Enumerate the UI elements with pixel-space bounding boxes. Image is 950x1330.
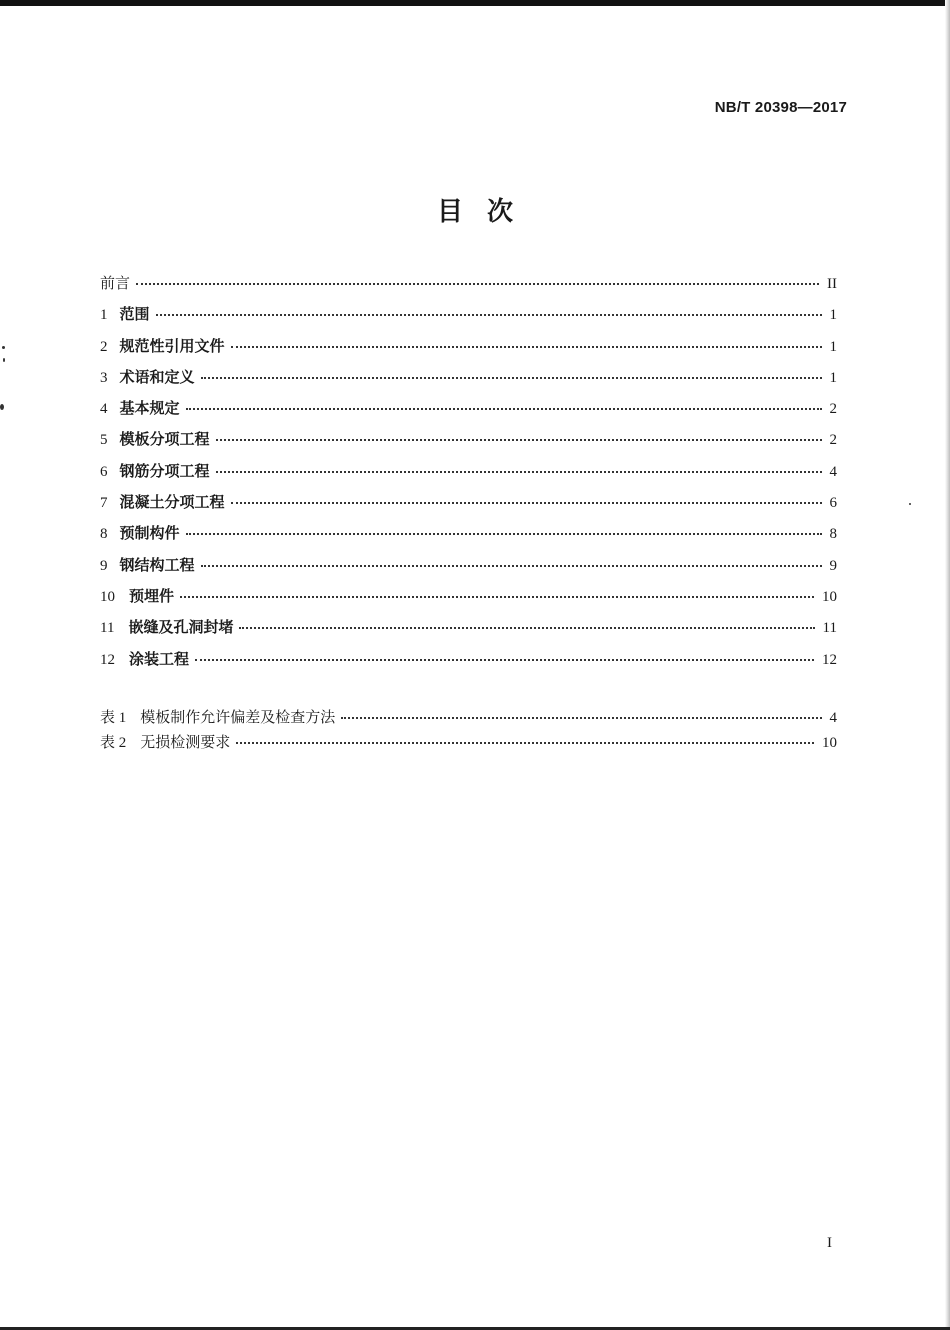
toc-leader-dots xyxy=(239,627,814,629)
toc-leader-dots xyxy=(186,408,822,410)
toc-entry-number: 11 xyxy=(100,620,115,637)
toc-entry-label: 模板分项工程 xyxy=(119,430,210,449)
toc-entry[interactable] xyxy=(100,460,837,491)
table-list-page: 10 xyxy=(822,735,837,751)
toc-entry[interactable] xyxy=(100,616,837,647)
toc-entry-label: 术语和定义 xyxy=(119,367,195,386)
toc-entry-number: 5 xyxy=(100,432,108,449)
toc-entry-label: 规范性引用文件 xyxy=(119,336,225,355)
toc-entry-label: 钢结构工程 xyxy=(119,555,195,574)
toc-entry[interactable] xyxy=(100,491,837,522)
toc-entry-page: II xyxy=(827,276,837,292)
toc-entry-page: 12 xyxy=(822,651,837,668)
toc-entry-label: 范围 xyxy=(119,305,150,324)
toc-entry[interactable] xyxy=(100,397,837,428)
toc-entry-page: 2 xyxy=(829,401,837,418)
toc-entry[interactable] xyxy=(100,585,837,616)
toc-entry-label: 嵌缝及孔洞封堵 xyxy=(128,618,234,637)
toc-leader-dots xyxy=(136,283,819,285)
table-list-number: 表 2 xyxy=(100,735,127,751)
toc-entry-label: 钢筋分项工程 xyxy=(119,461,210,480)
toc-leader-dots xyxy=(195,659,814,661)
toc-leader-dots xyxy=(201,377,822,379)
toc-entry[interactable] xyxy=(100,335,837,366)
toc-entry-label: 预埋件 xyxy=(129,586,175,605)
table-list-entry[interactable] xyxy=(100,731,837,756)
scan-speck xyxy=(2,346,5,349)
toc-leader-dots xyxy=(236,742,814,744)
toc-leader-dots xyxy=(231,502,822,504)
toc-leader-dots xyxy=(186,533,822,535)
toc-entry[interactable] xyxy=(100,522,837,553)
toc-entry-page: 10 xyxy=(822,588,837,605)
table-list-label: 无损检测要求 xyxy=(140,733,231,751)
toc-entry[interactable] xyxy=(100,648,837,679)
toc-entry-page: 2 xyxy=(829,432,837,449)
toc-entry[interactable] xyxy=(100,303,837,334)
toc-entry-number: 9 xyxy=(100,557,108,574)
toc-leader-dots xyxy=(201,565,822,567)
toc-entry-page: 1 xyxy=(829,338,837,355)
table-list-page: 4 xyxy=(829,710,837,726)
toc-leader-dots xyxy=(216,439,822,441)
toc-entry-number: 8 xyxy=(100,526,108,543)
toc-entry-number: 12 xyxy=(100,651,115,668)
toc-leader-dots xyxy=(216,471,822,473)
toc-leader-dots xyxy=(231,346,822,348)
table-list-entry[interactable] xyxy=(100,706,837,731)
toc-entry[interactable] xyxy=(100,272,837,303)
toc-entry-number: 1 xyxy=(100,307,108,324)
toc-entry-number: 2 xyxy=(100,338,108,355)
toc-entry-page: 11 xyxy=(822,620,837,637)
toc-entry[interactable] xyxy=(100,554,837,585)
toc-entry[interactable] xyxy=(100,366,837,397)
toc-entry-page: 9 xyxy=(829,557,837,574)
scan-speck xyxy=(0,404,4,410)
list-of-tables xyxy=(100,706,837,756)
scan-speck xyxy=(3,358,5,362)
toc-entry-number: 6 xyxy=(100,463,108,480)
toc-leader-dots xyxy=(180,596,814,598)
toc-entry-page: 8 xyxy=(829,526,837,543)
toc-entry-label: 涂装工程 xyxy=(129,649,190,668)
table-list-number: 表 1 xyxy=(100,710,127,726)
toc-entry-number: 10 xyxy=(100,588,115,605)
title-char-1: 目 xyxy=(436,197,463,227)
toc-leader-dots xyxy=(156,314,822,316)
toc-entry-label: 前言 xyxy=(100,274,131,292)
scan-top-border xyxy=(0,0,950,6)
toc-entry-label: 预制构件 xyxy=(119,524,180,543)
toc-entry-number: 4 xyxy=(100,401,108,418)
toc-entry-label: 基本规定 xyxy=(119,399,180,418)
page-title xyxy=(0,191,950,228)
standard-code: NB/T 20398—2017 xyxy=(714,99,847,116)
scan-speck xyxy=(909,503,911,505)
table-of-contents xyxy=(100,272,837,679)
toc-entry[interactable] xyxy=(100,428,837,459)
title-char-2: 次 xyxy=(487,197,514,227)
toc-entry-number: 3 xyxy=(100,369,108,386)
toc-entry-number: 7 xyxy=(100,495,108,512)
toc-entry-page: 6 xyxy=(829,495,837,512)
page-number: I xyxy=(827,1235,832,1251)
toc-entry-page: 1 xyxy=(829,369,837,386)
toc-entry-page: 4 xyxy=(829,463,837,480)
toc-leader-dots xyxy=(341,717,821,719)
toc-entry-label: 混凝土分项工程 xyxy=(119,493,225,512)
table-list-label: 模板制作允许偏差及检查方法 xyxy=(140,708,336,726)
toc-entry-page: 1 xyxy=(829,307,837,324)
